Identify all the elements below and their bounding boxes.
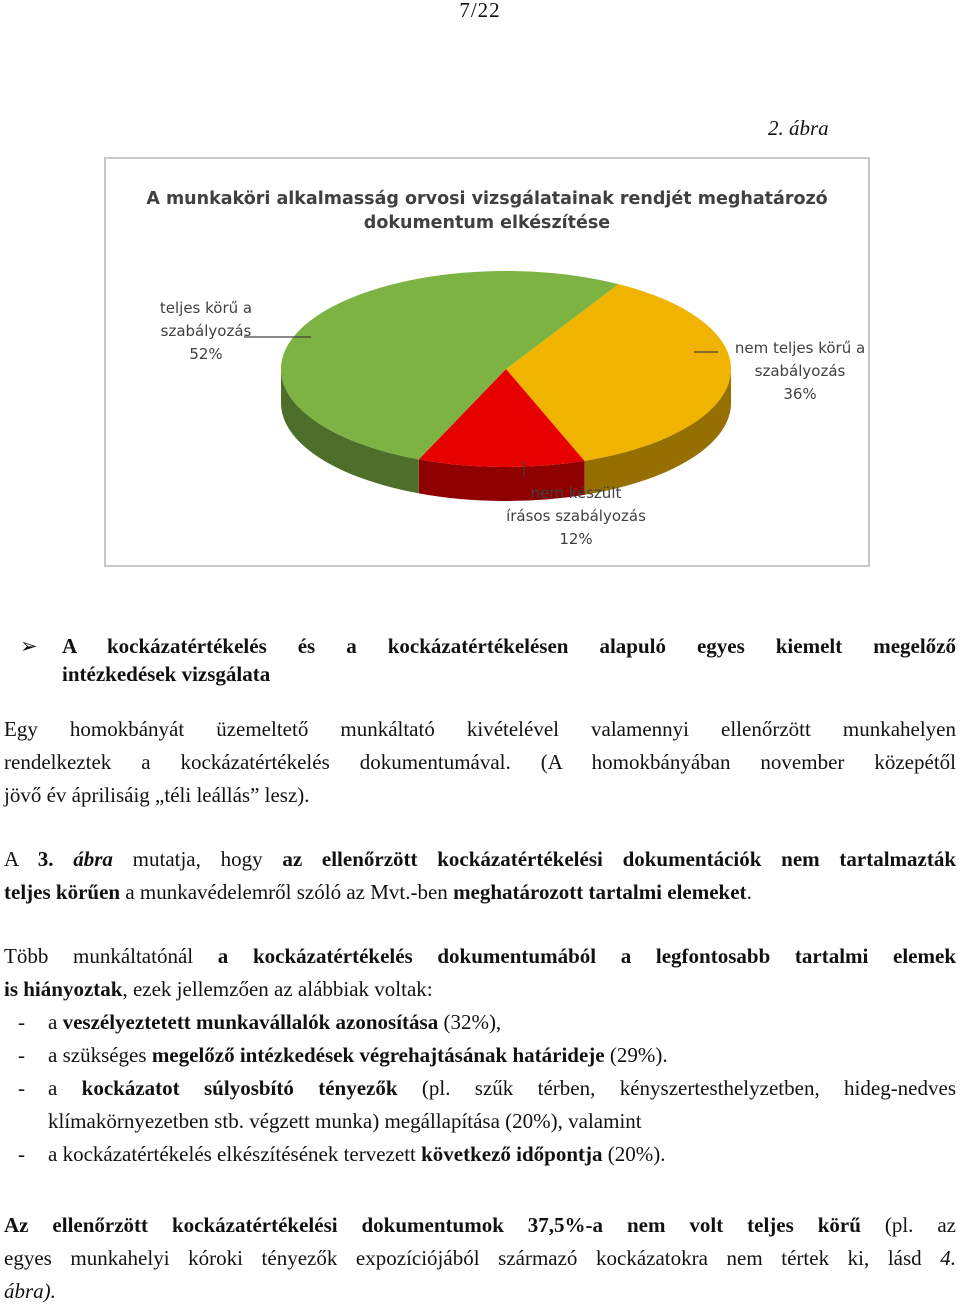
paragraph-3: [4, 940, 956, 1006]
text-run: ábra: [73, 847, 113, 871]
text-run: az ellenőrzött kockázatértékelési dokumentációk nem tartalmazták: [282, 847, 957, 871]
list-item: [4, 1006, 956, 1039]
text-run: a kockázatértékelés dokumentumából a legfontosabb tartalmi elemek: [217, 944, 956, 968]
text-run: Az ellenőrzött kockázatértékelési dokumentumok 37,5%-a nem volt teljes körű: [4, 1213, 861, 1237]
text-run: a: [48, 1076, 82, 1100]
text-run: 4.: [940, 1246, 956, 1270]
text-run: klímakörnyezetben stb. végzett munka) megállapítása (20%), valamint: [48, 1109, 642, 1133]
page-number: 7/22: [459, 0, 501, 22]
text-run: .: [746, 880, 752, 904]
text-run: a szükséges: [48, 1043, 152, 1067]
section-heading: [20, 632, 956, 688]
paragraph-line: rendelkeztek a kockázatértékelés dokumentumával. (A homokbányában november közepétől: [4, 750, 956, 774]
slice-value-label: 12%: [559, 530, 593, 548]
text-run: meghatározott tartalmi elemeket: [453, 880, 747, 904]
text-run: a kockázatértékelés elkészítésének tervezett: [48, 1142, 422, 1166]
text-run: veszélyeztetett munkavállalók azonosítása: [62, 1010, 439, 1034]
slice-name-line: szabályozás: [754, 362, 846, 380]
text-run: következő időpontja: [421, 1142, 603, 1166]
pie-chart: [104, 157, 870, 567]
paragraph-2: [4, 843, 956, 909]
chart-title-line: A munkaköri alkalmasság orvosi vizsgálatainak rendjét meghatározó: [146, 189, 828, 209]
section-title-line: intézkedések vizsgálata: [62, 662, 271, 686]
text-run: mutatja, hogy: [112, 847, 283, 871]
section-title-line: A kockázatértékelés és a kockázatértékelésen alapuló egyes kiemelt megelőző: [62, 634, 956, 658]
text-run: ábra).: [4, 1279, 56, 1303]
slice-name-line: nem készült: [530, 484, 622, 502]
text-run: 3.: [37, 847, 74, 871]
text-run: a: [48, 1010, 63, 1034]
text-run: A: [4, 847, 38, 871]
text-run: is hiányoztak: [4, 977, 123, 1001]
slice-name-line: szabályozás: [160, 322, 252, 340]
slice-value-label: 36%: [783, 385, 817, 403]
closing-paragraph: [4, 1209, 956, 1308]
text-run: (pl. szűk térben, kényszertesthelyzetben, hideg-nedves: [397, 1076, 956, 1100]
slice-name-line: nem teljes körű a: [734, 339, 866, 357]
list-item: [4, 1039, 956, 1072]
chart-title-line: dokumentum elkészítése: [363, 213, 611, 233]
slice-label-partial: [720, 337, 880, 406]
text-run: (29%).: [604, 1043, 668, 1067]
text-run: teljes körűen: [4, 880, 121, 904]
dash-bullet: -: [18, 1010, 25, 1034]
text-run: (pl. az: [860, 1213, 956, 1237]
text-run: Több munkáltatónál: [4, 944, 218, 968]
text-run: megelőző intézkedések végrehajtásának határideje: [151, 1043, 605, 1067]
paragraph-line: Egy homokbányát üzemeltető munkáltató kivételével valamennyi ellenőrzött munkahelyen: [4, 717, 956, 741]
slice-name-line: írásos szabályozás: [506, 507, 646, 525]
slice-label-full: [136, 297, 276, 366]
list-item: [4, 1072, 956, 1138]
paragraph-line: jövő év áprilisáig „téli leállás” lesz).: [4, 783, 310, 807]
text-run: (20%).: [602, 1142, 666, 1166]
dash-bullet: -: [18, 1076, 25, 1100]
slice-name-line: teljes körű a: [159, 299, 253, 317]
paragraph-1: [4, 713, 956, 812]
dash-bullet: -: [18, 1043, 25, 1067]
text-run: egyes munkahelyi kóroki tényezők expozíciójából származó kockázatokra nem tértek ki, lásd: [4, 1246, 941, 1270]
figure-label: 2. ábra: [768, 116, 829, 140]
text-run: , ezek jellemzően az alábbiak voltak:: [122, 977, 433, 1001]
arrow-bullet-icon: ➢: [20, 634, 38, 658]
text-run: kockázatot súlyosbító tényezők: [81, 1076, 398, 1100]
text-run: (32%),: [438, 1010, 502, 1034]
list-item: [4, 1138, 956, 1171]
text-run: a munkavédelemről szóló az Mvt.-ben: [120, 880, 454, 904]
bullet-list: [4, 1006, 956, 1171]
slice-value-label: 52%: [189, 345, 223, 363]
slice-label-none: [486, 482, 666, 551]
dash-bullet: -: [18, 1142, 25, 1166]
